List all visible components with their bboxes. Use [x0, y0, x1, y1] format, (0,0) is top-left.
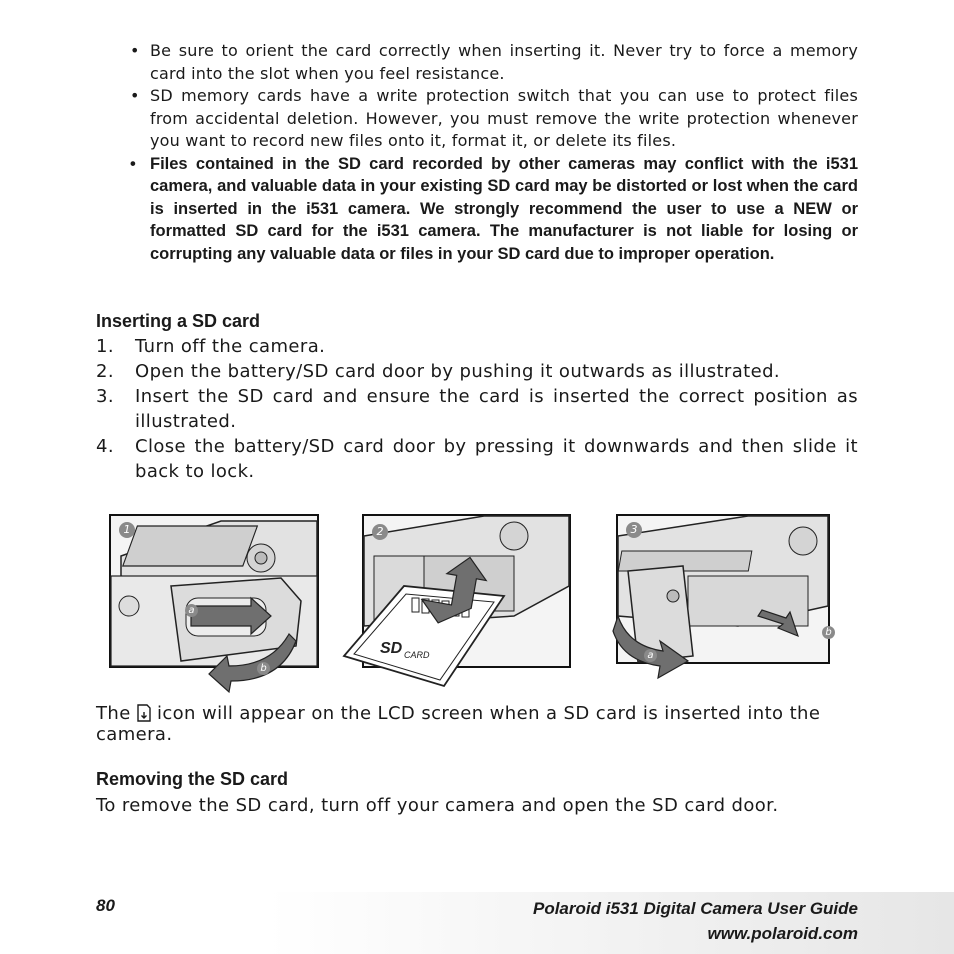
sd-card-icon — [137, 704, 151, 722]
note-write-protection: • SD memory cards have a write protection switch that you can use to protect files from accidental deletion. However, you must remove the write protection whenever you want to record new files onto it, format it, or delete its files. — [130, 85, 858, 153]
step-text: Close the battery/SD card door by pressing it downwards and then slide it back to lock. — [135, 436, 858, 482]
note-orientation: • Be sure to orient the card correctly when inserting it. Never try to force a memory card into the slot when you feel resistance. — [130, 40, 858, 85]
step-badge-1: 1 — [119, 522, 135, 538]
arrow-label-a: a — [185, 604, 198, 617]
lcd-note — [96, 703, 858, 745]
figure-open-door — [109, 514, 319, 674]
step-number: 3. — [96, 386, 114, 407]
step-text: Open the battery/SD card door by pushing it outwards as illustrated. — [135, 361, 781, 382]
step-text: Turn off the camera. — [135, 336, 326, 357]
lcd-note-after: icon will appear on the LCD screen when a SD card is inserted into the camera. — [96, 703, 821, 745]
lcd-note-before: The — [96, 703, 131, 724]
note-warning: • Files contained in the SD card recorded by other cameras may conflict with the i531 camera, and valuable data in your existing SD card may be distorted or lost when the card is inserted in the i531 camera. We strongly recommend the user to use a NEW or formatted SD card for the i531 camera. The manufacturer is not liable for losing or corrupting any valuable data or files in your SD card due to improper operation. — [130, 153, 858, 266]
footer-guide-title: Polaroid i531 Digital Camera User Guide — [532, 899, 858, 918]
figure-close-door — [616, 514, 830, 664]
inserting-heading: Inserting a SD card — [96, 311, 261, 331]
step-number: 2. — [96, 361, 114, 382]
card-logo: SD — [380, 640, 403, 657]
removing-heading: Removing the SD card — [96, 769, 289, 789]
arrow-label-b: b — [822, 626, 835, 639]
removing-text: To remove the SD card, turn off your camera and open the SD card door. — [96, 795, 779, 816]
inserting-steps — [96, 334, 858, 484]
step-badge-2: 2 — [372, 524, 388, 540]
figure-insert-card — [362, 514, 571, 668]
card-logo-sub: CARD — [404, 650, 430, 660]
arrow-label-b: b — [257, 662, 270, 675]
step-item — [96, 434, 858, 484]
notes-list — [130, 40, 858, 265]
step-item — [96, 334, 858, 359]
arrow-label-a: a — [644, 649, 657, 662]
step-item — [96, 359, 858, 384]
step-badge-3: 3 — [626, 522, 642, 538]
step-item — [96, 384, 858, 434]
camera-illustration-1 — [111, 516, 317, 696]
camera-illustration-2 — [364, 516, 569, 696]
step-number: 4. — [96, 436, 114, 457]
footer-url: www.polaroid.com — [707, 924, 858, 943]
step-text: Insert the SD card and ensure the card is inserted the correct position as illustrated. — [135, 386, 858, 432]
footer-title-block — [533, 896, 858, 946]
page-number: 80 — [96, 896, 115, 915]
step-number: 1. — [96, 336, 114, 357]
